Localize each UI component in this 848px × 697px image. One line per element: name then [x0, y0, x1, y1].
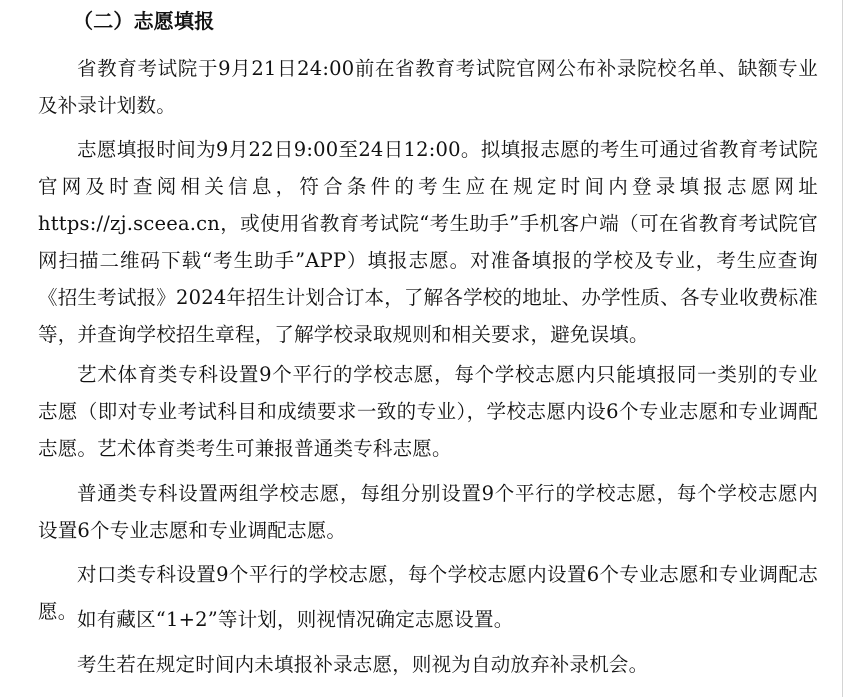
- page-edge-divider: [842, 0, 843, 697]
- paragraph-vocational: 对口类专科设置9个平行的学校志愿，每个学校志愿内设置6个专业志愿和专业调配志愿。: [38, 563, 818, 623]
- paragraph-forfeit: 考生若在规定时间内未填报补录志愿，则视为自动放弃补录机会。: [77, 653, 649, 676]
- section-heading: （二）志愿填报: [73, 9, 215, 33]
- paragraph-tibet-plan: 如有藏区“1+2”等计划，则视情况确定志愿设置。: [77, 608, 514, 631]
- paragraph-announcement: 省教育考试院于9月21日24:00前在省教育考试院官网公布补录院校名单、缺额专业及补录计划数。: [38, 57, 818, 117]
- paragraph-general: 普通类专科设置两组学校志愿，每组分别设置9个平行的学校志愿，每个学校志愿内设置6个专业志愿和专业调配志愿。: [38, 482, 818, 542]
- paragraph-filing-time: 志愿填报时间为9月22日9:00至24日12:00。拟填报志愿的考生可通过省教育考试院官网及时查阅相关信息，符合条件的考生应在规定时间内登录填报志愿网址 https://zj.sceea.cn，或使用省教育考试院“考生助手”手机客户端（可在省教育考试院官网扫描二维码下载“考生助手”APP）填报志愿。对准备填报的学校及专业，考生应查询《招生考试报》2024年招生计划合订本，了解各学校的地址、办学性质、各专业收费标准等，并查询学校招生章程，了解学校录取规则和相关要求，避免误填。: [38, 138, 818, 346]
- paragraph-art-sports: 艺术体育类专科设置9个平行的学校志愿，每个学校志愿内只能填报同一类别的专业志愿（即对专业考试科目和成绩要求一致的专业），学校志愿内设6个专业志愿和专业调配志愿。艺术体育类考生可兼报普通类专科志愿。: [38, 363, 818, 460]
